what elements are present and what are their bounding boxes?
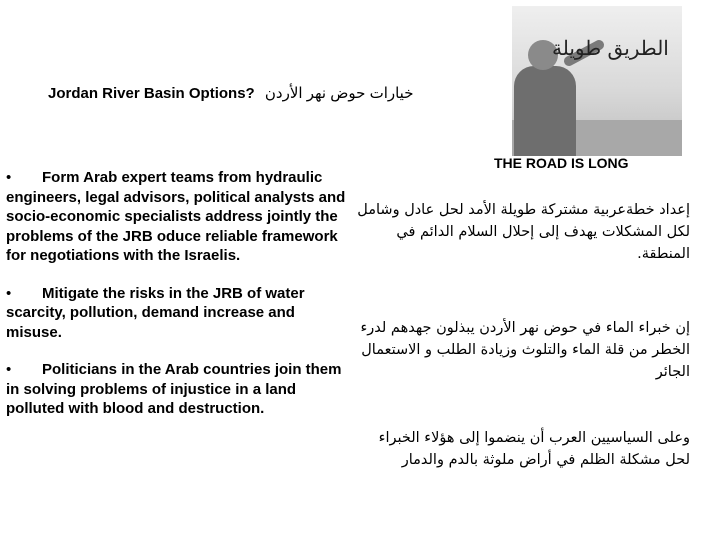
photo-man-writing-on-wall: [512, 6, 682, 156]
arabic-paragraph: إن خبراء الماء في حوض نهر الأردن يبذلون جهدهم لدرء الخطر من قلة الماء والتلوث وزيادة الطلب و الاستعمال الجائر: [360, 320, 690, 380]
bullet-marker: •: [6, 361, 12, 378]
photo-figure-body: [514, 66, 576, 156]
arabic-paragraph: إعداد خطةعربية مشتركة طويلة الأمد لحل عادل وشامل لكل المشكلات يهدف إلى إحلال السلام الدائم في المنطقة.: [357, 202, 690, 262]
bullet-text: Mitigate the risks in the JRB of water scarcity, pollution, demand increase and misuse.: [6, 284, 305, 341]
arabic-paragraph: وعلى السياسيين العرب أن ينضموا إلى هؤلاء الخبراء لحل مشكلة الظلم في أراض ملوثة بالدم والدمار: [378, 430, 690, 468]
bullet-text: Politicians in the Arab countries join them in solving problems of injustice in a land polluted with blood and destruction.: [6, 361, 342, 417]
bullet-item: [6, 360, 346, 419]
bullet-list: [6, 168, 346, 437]
bullet-item: [6, 168, 346, 266]
bullet-item: [6, 284, 346, 343]
bullet-marker: •: [6, 284, 12, 302]
road-caption: THE ROAD IS LONG: [494, 155, 629, 171]
bullet-marker: •: [6, 169, 12, 186]
slide-title: [48, 84, 413, 102]
slide-title-arabic: خيارات حوض نهر الأردن: [264, 85, 414, 102]
slide-title-english: Jordan River Basin Options?: [48, 85, 255, 102]
photo-wall-graffiti: الطريق طويلة: [552, 36, 669, 60]
bullet-text: Form Arab expert teams from hydraulic engineers, legal advisors, political analysts and socio-economic specialists address jointly the problems of the JRB oduce reliable framework for negotiations with the Israelis.: [6, 169, 346, 264]
